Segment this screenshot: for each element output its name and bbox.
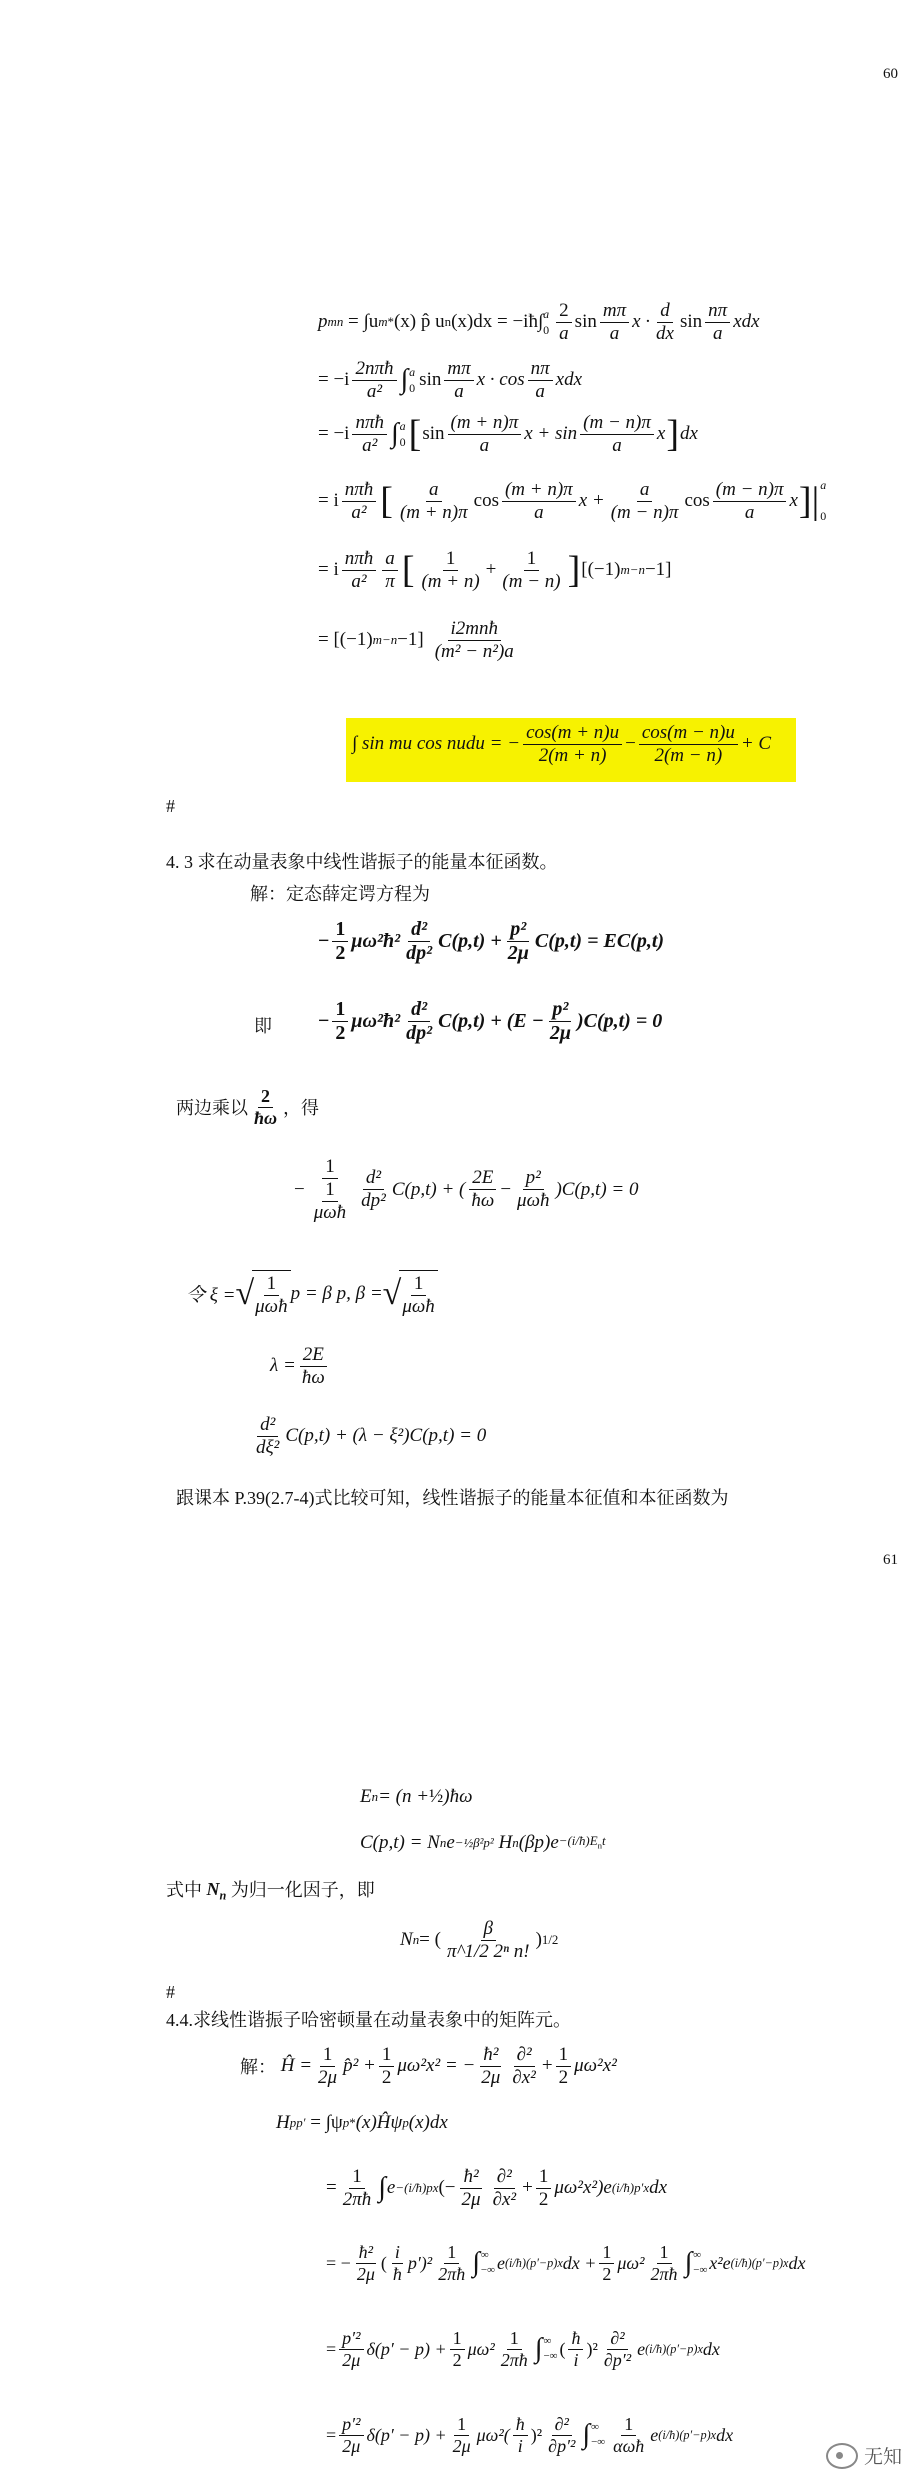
section-end-marker-2: # <box>166 1982 175 2002</box>
speech-bubble-icon <box>826 2443 858 2469</box>
pmn-equation-line-1: p mn = ∫u m * (x) p̂ u n (x)dx = −iħ∫ a 0 $\frac{2}{a}$ sin $\frac{m\pi}{a}$ x · $\frac{d}{dx}$ sin $\frac{n\pi}{a}$ xdx <box>318 300 760 344</box>
comparison-text: 跟课本 P.39(2.7-4)式比较可知，线性谐振子的能量本征值和本征函数为 <box>176 1488 729 1508</box>
section-end-marker: # <box>166 796 175 816</box>
solution-intro: 解：定态薛定谔方程为 <box>250 884 430 904</box>
page-number-60: 60 <box>883 66 898 82</box>
normalization-text: 式中 $N_n$ 为归一化因子，即 <box>166 1878 375 1903</box>
pmn-equation-line-3: = −i $\frac{\text{nπħ}}{\text{a²}}$ ∫ a 0 [ sin $\frac{(m + n)\pi}{a}$ x + sin $\frac{(m - n)\pi}{a}$ x ] dx <box>318 412 698 456</box>
question-4-4: 4.4.求线性谐振子哈密顿量在动量表象中的矩阵元。 <box>166 2010 571 2030</box>
watermark-text: 无知 <box>863 2446 902 2468</box>
matrix-element-line-2: = $\frac{1}{2\pi ħ}$ ∫ e −(i/ħ)px (− $\frac{\text{ħ²}}{2\mu}$ $\frac{\text{∂²}}{\text{∂x²}}$ + $\frac{1}{2}$ μω²x²)e (i/ħ)p′x dx <box>326 2166 668 2210</box>
watermark <box>826 2442 902 2469</box>
matrix-element-line-3: = − $\frac{\text{ħ²}}{2\mu}$ ( $\frac{i}{ħ}$ p′)² $\frac{1}{2\pi ħ}$ ∫ ∞ −∞ e (i/ħ)(p′−p)x dx + $\frac{1}{2}$ μω² $\frac{1}{2\pi ħ}$ ∫ ∞ −∞ x²e (i/ħ)(p′−p)x dx <box>326 2242 806 2284</box>
scaled-equation: − $\frac{1}{\frac{1}{\text{μωħ}}}$ $\frac{\text{d²}}{\text{dp²}}$ C(p,t) + ( $\frac{2E}{ħ\omega}$ − $\frac{\text{p²}}{\text{μωħ}}$ )C(p,t) = 0 <box>294 1156 639 1223</box>
schrodinger-equation-rearranged: − $\frac{1}{2}$ μω²ħ² $\frac{\text{d²}}{\text{dp²}}$ C(p,t) + (E − $\frac{\text{p²}}{2\mu}$ )C(p,t) = 0 <box>318 998 663 1044</box>
energy-eigenvalue: E n = (n + ½ )ħω <box>360 1786 473 1807</box>
standard-form-equation: $\frac{\text{d²}}{\text{dξ²}}$ C(p,t) + (λ − ξ²)C(p,t) = 0 <box>256 1414 487 1458</box>
pmn-equation-line-4: = i $\frac{\text{nπħ}}{\text{a²}}$ [ $\frac{a}{(m + n)\pi}$ cos $\frac{(m + n)\pi}{a}$ x + $\frac{a}{(m - n)\pi}$ cos $\frac{(m - n)\pi}{a}$ x ]| a 0 <box>318 478 827 524</box>
matrix-element-line-5: = $\frac{\text{p′²}}{2\mu}$ δ(p′ − p) + $\frac{1}{2\mu}$ μω²( $\frac{ħ}{i}$ )² $\frac{\text{∂²}}{\text{∂p′²}}$ ∫ ∞ −∞ $\frac{1}{\text{αωħ}}$ e (i/ħ)(p′−p)x dx <box>326 2414 734 2456</box>
lambda-definition: λ = $\frac{2E}{ħ\omega}$ <box>270 1344 331 1389</box>
pmn-equation-line-2: = −i $\frac{\text{2nπħ}}{\text{a²}}$ ∫ a 0 sin $\frac{m\pi}{a}$ x · cos $\frac{n\pi}{a}$ xdx <box>318 358 583 402</box>
ji-label: 即 <box>254 1016 272 1036</box>
hamiltonian-operator: 解： Ĥ = $\frac{1}{2\mu}$ p̂² + $\frac{1}{2}$ μω²x² = − $\frac{\text{ħ²}}{2\mu}$ $\frac{\text{∂²}}{\text{∂x²}}$ + $\frac{1}{2}$ μω²x² <box>240 2044 617 2088</box>
eigenfunction: C(p,t) = N n e −½β²p² H n (βp)e $-(i/ħ)E_nt$ <box>360 1832 606 1853</box>
matrix-element-definition: H pp′ = ∫ψ p * (x)Ĥψ p (x)dx <box>276 2112 448 2133</box>
pmn-equation-line-6: = [(−1) m−n −1] $\frac{\text{i2mnħ}}{\text{(m² − n²)a}}$ <box>318 618 514 662</box>
question-4-3: 4. 3 求在动量表象中线性谐振子的能量本征函数。 <box>166 852 558 872</box>
matrix-element-line-4: = $\frac{\text{p′²}}{2\mu}$ δ(p′ − p) + $\frac{1}{2}$ μω² $\frac{1}{2\pi ħ}$ ∫ ∞ −∞ ( $\frac{ħ}{i}$ )² $\frac{\text{∂²}}{\text{∂p′²}}$ e (i/ħ)(p′−p)x dx <box>326 2328 720 2370</box>
normalization-constant: N n = ( $\frac{\beta}{\text{π\textasciicircum{}1/2 2ⁿ n!}}$ ) 1/2 <box>400 1918 559 1962</box>
integral-hint-formula: ∫ sin mu cos nudu = − $\frac{\cos(m + n)u}{2(m + n)}$ − $\frac{\cos(m - n)u}{2(m - n)}$ + C <box>352 722 772 766</box>
page-number-61: 61 <box>883 1552 898 1568</box>
pmn-equation-line-5: = i $\frac{\text{nπħ}}{\text{a²}}$ $\frac{a}{\pi}$ [ $\frac{1}{(m + n)}$ + $\frac{1}{(m - n)}$ ] [(−1) m−n −1] <box>318 548 672 592</box>
multiply-both-sides: 两边乘以 $\frac{2}{ħ\omega}$ ，得 <box>176 1086 320 1128</box>
schrodinger-equation: − $\frac{1}{2}$ μω²ħ² $\frac{\text{d²}}{\text{dp²}}$ C(p,t) + $\frac{\text{p²}}{2\mu}$ C(p,t) = EC(p,t) <box>318 918 665 964</box>
xi-substitution: 令 ξ = √ $\frac{1}{\text{μωħ}}$ p = β p, β = √ $\frac{1}{\text{μωħ}}$ <box>186 1270 438 1318</box>
